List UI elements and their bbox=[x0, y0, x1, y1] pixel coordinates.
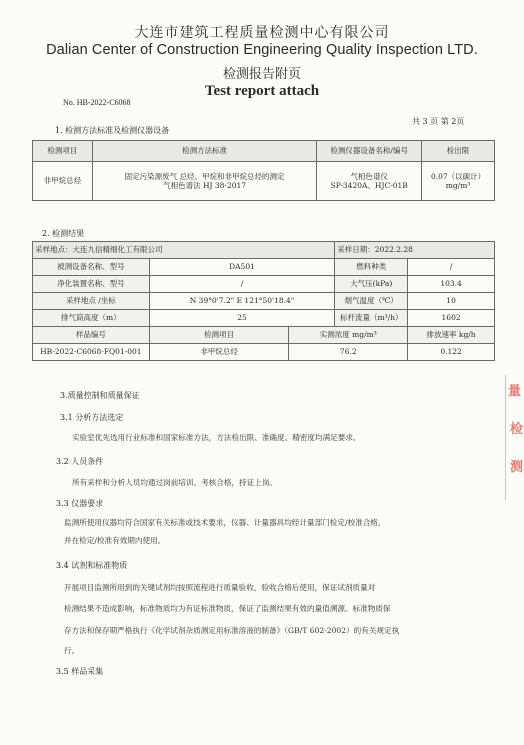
field-label: 被测设备名称、型号 bbox=[33, 259, 150, 276]
section-3-4-text: 检测结果不造成影响，标准物质均为有证标准物质，保证了监测结果有效的量值溯源。标准物质保 bbox=[64, 604, 391, 613]
instrument-line: 气相色谱仪 bbox=[350, 171, 388, 181]
section-3-4-text: 行。 bbox=[64, 646, 80, 655]
header-cell: 实测浓度 mg/m³ bbox=[289, 327, 408, 344]
header-cell: 检测项目 bbox=[149, 327, 289, 344]
field-value: DA501 bbox=[149, 259, 335, 276]
field-label: 大气压(kPa) bbox=[335, 276, 408, 293]
seal-stamp-char: 测 bbox=[510, 460, 524, 475]
report-subtitle-cn: 检测报告附页 bbox=[222, 67, 301, 82]
field-value: 25 bbox=[149, 310, 335, 327]
field-label: 净化装置名称、型号 bbox=[33, 276, 150, 293]
concentration-cell: 76.2 bbox=[289, 344, 408, 361]
table-row bbox=[33, 259, 495, 276]
test-item-cell: 非甲烷总烃 bbox=[33, 162, 93, 201]
header-cell: 检测仪器设备名称/编号 bbox=[317, 141, 422, 162]
section-3-3-text: 并在检定/校准有效期内使用。 bbox=[64, 536, 166, 545]
section-3-heading: 3.质量控制和质量保证 bbox=[60, 391, 140, 400]
section-3-3-text: 监测所使用仪器均符合国家有关标准或技术要求，仪器、计量器具均经计量部门检定/校准合格， bbox=[64, 518, 386, 527]
detection-limit-cell bbox=[422, 162, 495, 201]
field-value: / bbox=[149, 276, 335, 293]
sampling-place: 采样地点：大连九信精细化工有限公司 bbox=[33, 242, 335, 259]
header-cell bbox=[408, 327, 495, 344]
field-value: 10 bbox=[408, 293, 495, 310]
seal-stamp-char: 量 bbox=[508, 384, 522, 399]
header-cell: 检测项目 bbox=[33, 141, 93, 162]
company-name-en: Dalian Center of Construction Engineering Quality Inspection LTD. bbox=[46, 42, 478, 58]
page-count: 共 3 页 第 2页 bbox=[412, 117, 465, 126]
table-row bbox=[33, 344, 495, 361]
method-standard-table bbox=[32, 140, 495, 201]
field-value: / bbox=[408, 259, 495, 276]
header-cell: 检测方法标准 bbox=[92, 141, 316, 162]
field-label: 烟气温度（℃） bbox=[335, 293, 408, 310]
section-2-heading: 2. 检测结果 bbox=[42, 229, 85, 238]
header-cell: 检出限 bbox=[422, 141, 495, 162]
method-line: 固定污染源废气 总烃、甲烷和非甲烷总烃的测定 bbox=[124, 171, 285, 181]
test-item-cell: 非甲烷总烃 bbox=[149, 344, 289, 361]
header-text: 排放速率 kg/h bbox=[426, 330, 476, 340]
sampling-date: 采样日期：2022.2.28 bbox=[335, 242, 495, 259]
emission-rate-cell: 0.122 bbox=[408, 344, 495, 361]
limit-line: mg/m³ bbox=[445, 181, 471, 190]
company-name-cn: 大连市建筑工程质量检测中心有限公司 bbox=[134, 25, 390, 41]
table-row bbox=[33, 162, 495, 201]
method-cell bbox=[92, 162, 316, 201]
field-label: 燃料种类 bbox=[335, 259, 408, 276]
field-label: 采样地点 /坐标 bbox=[33, 293, 150, 310]
table-row bbox=[33, 310, 495, 327]
instrument-line: SP-3420A、HJC-01B bbox=[330, 181, 408, 190]
section-3-1-heading: 3.1 分析方法选定 bbox=[60, 413, 124, 422]
field-label: 排气筒高度（m） bbox=[33, 310, 150, 327]
section-3-2-heading: 3.2 人员条件 bbox=[56, 457, 104, 466]
table-row bbox=[33, 293, 495, 310]
section-3-2-text: 所有采样和分析人员均通过岗前培训、考核合格，持证上岗。 bbox=[72, 478, 278, 487]
header-cell: 样品编号 bbox=[33, 327, 150, 344]
result-header-row bbox=[33, 327, 495, 344]
document-number: No. HB-2022-C6068 bbox=[63, 98, 131, 107]
field-value: 103.4 bbox=[408, 276, 495, 293]
table-header-row bbox=[33, 141, 495, 162]
results-table bbox=[32, 241, 495, 361]
sampling-info-row bbox=[33, 242, 495, 259]
table-row bbox=[33, 276, 495, 293]
instrument-cell bbox=[317, 162, 422, 201]
section-3-4-text: 开展项目监测所用到的关键试剂均按照流程进行质量验收，验收合格后使用，保证试剂质量对 bbox=[64, 583, 376, 592]
section-3-1-text: 实验室优先选用行业标准和国家标准方法，方法检出限、准确度、精密度均满足要求。 bbox=[72, 433, 361, 442]
report-title-en: Test report attach bbox=[204, 83, 320, 99]
sample-id-cell: HB-2022-C6068-FQ01-001 bbox=[33, 344, 150, 361]
section-3-5-heading: 3.5 样品采集 bbox=[56, 667, 104, 676]
section-1-heading: 1. 检测方法标准及检测仪器设备 bbox=[55, 126, 170, 135]
section-3-4-text: 存方法和保存期严格执行《化学试剂杂质测定用标准溶液的制备》（GB/T 602-2002）的有关规定执 bbox=[64, 626, 400, 635]
section-3-3-heading: 3.3 仪器要求 bbox=[56, 499, 104, 508]
seal-stamp-char: 检 bbox=[510, 422, 524, 437]
section-3-4-heading: 3.4 试剂和标准物质 bbox=[56, 561, 128, 570]
field-value: 1602 bbox=[408, 310, 495, 327]
method-line: 气相色谱法 HJ 38-2017 bbox=[163, 181, 247, 190]
field-value: N 39°0'7.2" E 121°50'18.4" bbox=[149, 293, 335, 310]
limit-line: 0.07（以碳计） bbox=[430, 171, 486, 181]
field-label: 标杆流量（m³/h） bbox=[335, 310, 408, 327]
